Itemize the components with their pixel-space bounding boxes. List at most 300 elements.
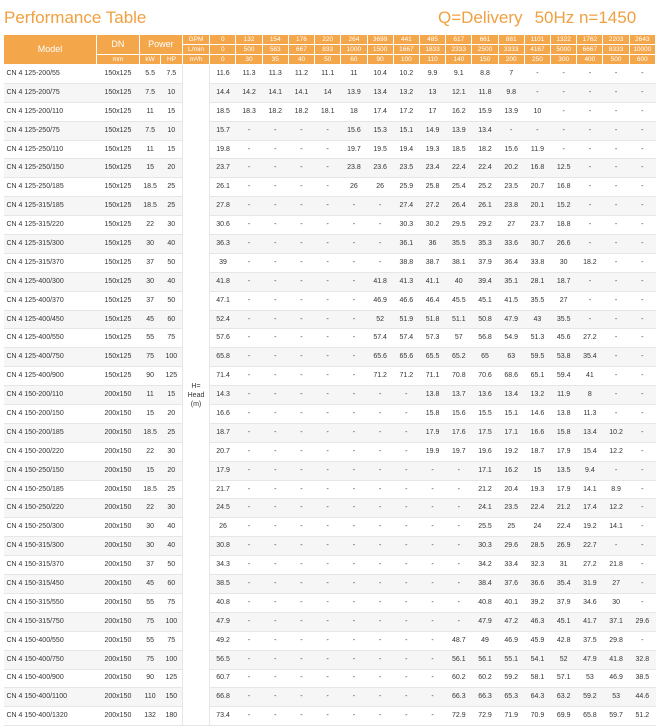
head-value-cell: 23.5: [498, 178, 524, 197]
head-value-cell: -: [262, 556, 288, 575]
head-value-cell: -: [603, 253, 629, 272]
head-value-cell: -: [236, 178, 262, 197]
head-value-cell: 19.4: [393, 140, 419, 159]
head-value-cell: 69.9: [551, 707, 577, 726]
head-value-cell: -: [288, 310, 314, 329]
head-value-cell: -: [341, 480, 367, 499]
head-value-cell: -: [262, 291, 288, 310]
model-cell: CN 4 125-250/110: [4, 140, 97, 159]
head-value-cell: -: [288, 253, 314, 272]
head-value-cell: -: [288, 197, 314, 216]
hp-cell: 30: [161, 499, 182, 518]
head-value-cell: -: [419, 537, 445, 556]
kw-cell: 30: [139, 518, 160, 537]
head-value-cell: 51.2: [629, 707, 655, 726]
head-value-cell: -: [288, 121, 314, 140]
head-value-cell: -: [603, 367, 629, 386]
head-value-cell: 14.1: [262, 83, 288, 102]
head-value-cell: -: [288, 518, 314, 537]
head-value-cell: -: [262, 442, 288, 461]
head-value-cell: 15.7: [210, 121, 236, 140]
model-cell: CN 4 150-315/450: [4, 575, 97, 594]
head-value-cell: 30.3: [472, 537, 498, 556]
head-value-cell: -: [341, 310, 367, 329]
head-value-cell: -: [419, 669, 445, 688]
kw-cell: 7.5: [139, 83, 160, 102]
head-value-cell: 17.4: [367, 102, 393, 121]
hp-cell: 50: [161, 291, 182, 310]
head-value-cell: 71.2: [393, 367, 419, 386]
kw-cell: 15: [139, 159, 160, 178]
head-value-cell: 46.9: [367, 291, 393, 310]
head-value-cell: 53.8: [551, 348, 577, 367]
head-value-cell: 19.2: [577, 518, 603, 537]
head-value-cell: 25.2: [472, 178, 498, 197]
head-value-cell: -: [341, 631, 367, 650]
head-value-cell: -: [603, 461, 629, 480]
head-value-cell: -: [629, 197, 655, 216]
table-row: [4, 253, 656, 272]
head-value-cell: 47.9: [210, 612, 236, 631]
head-value-cell: -: [341, 575, 367, 594]
head-value-cell: -: [367, 442, 393, 461]
head-value-cell: -: [315, 518, 341, 537]
head-value-cell: -: [262, 707, 288, 726]
model-cell: CN 4 150-250/150: [4, 461, 97, 480]
head-value-cell: -: [577, 178, 603, 197]
head-value-cell: -: [629, 178, 655, 197]
head-value-cell: 15.6: [498, 140, 524, 159]
hp-cell: 7.5: [161, 65, 182, 84]
head-value-cell: -: [288, 178, 314, 197]
frequency-label: 50Hz n=1450: [534, 8, 637, 27]
head-value-cell: -: [288, 405, 314, 424]
head-value-cell: -: [288, 669, 314, 688]
head-value-cell: -: [315, 442, 341, 461]
head-value-cell: 19.2: [498, 442, 524, 461]
head-value-cell: -: [315, 253, 341, 272]
flow-lmin-4: 833: [315, 45, 341, 55]
head-value-cell: -: [236, 329, 262, 348]
head-value-cell: -: [262, 575, 288, 594]
head-value-cell: 47.9: [472, 612, 498, 631]
head-value-cell: -: [393, 537, 419, 556]
head-value-cell: -: [262, 329, 288, 348]
flow-lmin-7: 1667: [393, 45, 419, 55]
head-value-cell: 41.8: [210, 272, 236, 291]
head-value-cell: -: [315, 178, 341, 197]
head-value-cell: -: [446, 518, 472, 537]
head-value-cell: 66.3: [472, 688, 498, 707]
head-value-cell: 18.2: [577, 253, 603, 272]
head-value-cell: -: [603, 329, 629, 348]
hp-cell: 15: [161, 140, 182, 159]
kw-cell: 30: [139, 235, 160, 254]
head-value-cell: 18.2: [288, 102, 314, 121]
head-value-cell: 26: [367, 178, 393, 197]
head-value-cell: 36: [419, 235, 445, 254]
head-value-cell: -: [603, 216, 629, 235]
head-value-cell: 35.4: [551, 575, 577, 594]
head-value-cell: 19.7: [446, 442, 472, 461]
flow-m3h-3: 40: [288, 55, 314, 65]
flow-lmin-8: 1833: [419, 45, 445, 55]
head-value-cell: -: [341, 272, 367, 291]
head-value-cell: 52: [551, 650, 577, 669]
head-value-cell: 21.8: [603, 556, 629, 575]
head-value-cell: -: [288, 272, 314, 291]
header-power: Power: [139, 35, 182, 55]
head-value-cell: 34.6: [577, 593, 603, 612]
hp-cell: 40: [161, 272, 182, 291]
table-row: [4, 348, 656, 367]
head-value-cell: -: [262, 499, 288, 518]
header-unit-lmin: L/min: [182, 45, 209, 55]
table-row: [4, 367, 656, 386]
flow-gpm-15: 2203: [603, 35, 629, 45]
head-value-cell: -: [603, 140, 629, 159]
head-value-cell: -: [262, 253, 288, 272]
head-value-cell: -: [577, 121, 603, 140]
head-value-cell: 63: [498, 348, 524, 367]
head-value-cell: -: [367, 556, 393, 575]
flow-m3h-13: 300: [551, 55, 577, 65]
head-value-cell: -: [603, 102, 629, 121]
table-row: [4, 556, 656, 575]
head-value-cell: 14.1: [603, 518, 629, 537]
head-value-cell: 59.5: [524, 348, 550, 367]
head-value-cell: -: [341, 253, 367, 272]
table-row: [4, 159, 656, 178]
model-cell: CN 4 125-315/220: [4, 216, 97, 235]
head-value-cell: 18.2: [472, 140, 498, 159]
head-value-cell: 11.9: [551, 386, 577, 405]
head-value-cell: -: [236, 669, 262, 688]
head-value-cell: -: [315, 593, 341, 612]
model-cell: CN 4 150-315/750: [4, 612, 97, 631]
kw-cell: 15: [139, 461, 160, 480]
head-value-cell: 51.1: [446, 310, 472, 329]
head-value-cell: 41.3: [393, 272, 419, 291]
head-value-cell: 28.5: [524, 537, 550, 556]
head-value-cell: 20.1: [524, 197, 550, 216]
head-value-cell: 30.6: [210, 216, 236, 235]
head-value-cell: -: [367, 537, 393, 556]
head-value-cell: 15.5: [472, 405, 498, 424]
flow-gpm-10: 661: [472, 35, 498, 45]
head-value-cell: 13.4: [472, 121, 498, 140]
head-value-cell: -: [288, 423, 314, 442]
head-value-cell: -: [315, 480, 341, 499]
head-value-cell: 21.2: [472, 480, 498, 499]
head-value-cell: 17.9: [419, 423, 445, 442]
head-value-cell: -: [629, 253, 655, 272]
head-value-cell: 27: [551, 291, 577, 310]
head-value-cell: 36.4: [498, 253, 524, 272]
head-value-cell: 13.7: [446, 386, 472, 405]
head-value-cell: -: [262, 367, 288, 386]
dn-cell: 200x150: [96, 405, 139, 424]
head-value-cell: -: [603, 272, 629, 291]
head-value-cell: 70.8: [446, 367, 472, 386]
head-value-cell: 31: [551, 556, 577, 575]
flow-gpm-11: 881: [498, 35, 524, 45]
head-value-cell: -: [288, 386, 314, 405]
head-value-cell: 22.4: [524, 499, 550, 518]
head-value-cell: 71.1: [419, 367, 445, 386]
kw-cell: 11: [139, 140, 160, 159]
flow-lmin-2: 583: [262, 45, 288, 55]
head-value-cell: 15.8: [551, 423, 577, 442]
head-value-cell: 11.3: [236, 65, 262, 84]
head-value-cell: 18.2: [262, 102, 288, 121]
hp-cell: 40: [161, 537, 182, 556]
head-value-cell: -: [629, 537, 655, 556]
head-value-cell: -: [341, 707, 367, 726]
head-value-cell: 52.4: [210, 310, 236, 329]
flow-lmin-12: 4167: [524, 45, 550, 55]
head-value-cell: -: [577, 65, 603, 84]
head-value-cell: 15.8: [419, 405, 445, 424]
head-value-cell: 36.3: [210, 235, 236, 254]
kw-cell: 90: [139, 367, 160, 386]
hp-cell: 20: [161, 159, 182, 178]
model-cell: CN 4 125-250/75: [4, 121, 97, 140]
head-value-cell: -: [236, 140, 262, 159]
head-value-cell: 49.2: [210, 631, 236, 650]
head-value-cell: 9.8: [498, 83, 524, 102]
head-value-cell: -: [262, 688, 288, 707]
head-value-cell: -: [393, 442, 419, 461]
head-value-cell: -: [629, 216, 655, 235]
table-row: [4, 329, 656, 348]
head-value-cell: 22.4: [551, 518, 577, 537]
table-row: [4, 65, 656, 84]
head-value-cell: 15: [524, 461, 550, 480]
dn-cell: 200x150: [96, 669, 139, 688]
head-value-cell: 41.7: [577, 612, 603, 631]
head-value-cell: -: [367, 669, 393, 688]
head-value-cell: 39.2: [524, 593, 550, 612]
table-row: [4, 405, 656, 424]
head-value-cell: 33.6: [498, 235, 524, 254]
head-value-cell: 15.1: [498, 405, 524, 424]
head-value-cell: -: [315, 499, 341, 518]
head-value-cell: 47.9: [577, 650, 603, 669]
head-value-cell: 8.8: [472, 65, 498, 84]
head-value-cell: 65.2: [446, 348, 472, 367]
head-value-cell: -: [367, 405, 393, 424]
head-value-cell: 20.4: [498, 480, 524, 499]
head-value-cell: 35.3: [472, 235, 498, 254]
head-value-cell: 19.8: [210, 140, 236, 159]
kw-cell: 55: [139, 329, 160, 348]
head-value-cell: 14.2: [236, 83, 262, 102]
head-value-cell: -: [629, 461, 655, 480]
head-value-cell: 51.9: [393, 310, 419, 329]
head-value-cell: 57: [446, 329, 472, 348]
head-value-cell: -: [419, 593, 445, 612]
head-value-cell: -: [262, 537, 288, 556]
head-value-cell: -: [236, 253, 262, 272]
head-value-cell: -: [288, 348, 314, 367]
head-value-cell: 18: [341, 102, 367, 121]
table-row: [4, 197, 656, 216]
head-value-cell: 27.4: [393, 197, 419, 216]
head-value-cell: -: [262, 386, 288, 405]
head-value-cell: 23.8: [341, 159, 367, 178]
head-value-cell: 56.8: [472, 329, 498, 348]
head-value-cell: -: [262, 461, 288, 480]
head-value-cell: 71.4: [210, 367, 236, 386]
head-value-cell: 16.8: [524, 159, 550, 178]
kw-cell: 45: [139, 575, 160, 594]
table-row: [4, 461, 656, 480]
dn-cell: 150x125: [96, 178, 139, 197]
head-value-cell: -: [236, 197, 262, 216]
flow-gpm-13: 1322: [551, 35, 577, 45]
head-value-cell: -: [236, 291, 262, 310]
head-value-cell: -: [262, 159, 288, 178]
kw-cell: 22: [139, 216, 160, 235]
head-value-cell: 45.1: [472, 291, 498, 310]
hp-cell: 75: [161, 593, 182, 612]
head-value-cell: -: [393, 386, 419, 405]
head-value-cell: -: [288, 480, 314, 499]
flow-m3h-12: 250: [524, 55, 550, 65]
head-value-cell: -: [393, 631, 419, 650]
head-value-cell: 51.8: [419, 310, 445, 329]
table-row: [4, 650, 656, 669]
kw-cell: 22: [139, 442, 160, 461]
head-value-cell: 29.8: [603, 631, 629, 650]
header-model: Model: [4, 35, 97, 65]
dn-cell: 200x150: [96, 612, 139, 631]
head-value-cell: -: [236, 423, 262, 442]
head-value-cell: 20.2: [498, 159, 524, 178]
head-value-cell: -: [629, 102, 655, 121]
model-cell: CN 4 150-250/185: [4, 480, 97, 499]
head-value-cell: 18.7: [524, 442, 550, 461]
head-value-cell: -: [419, 575, 445, 594]
head-value-cell: 30.3: [393, 216, 419, 235]
head-value-cell: 42.8: [551, 631, 577, 650]
head-value-cell: -: [629, 235, 655, 254]
table-row: [4, 386, 656, 405]
flow-lmin-0: 0: [210, 45, 236, 55]
head-value-cell: -: [393, 669, 419, 688]
hp-cell: 150: [161, 688, 182, 707]
head-value-cell: 59.4: [551, 367, 577, 386]
head-value-cell: 23.8: [498, 197, 524, 216]
head-value-cell: -: [419, 631, 445, 650]
hp-cell: 40: [161, 235, 182, 254]
kw-cell: 18.5: [139, 423, 160, 442]
head-value-cell: 35.4: [577, 348, 603, 367]
dn-cell: 200x150: [96, 386, 139, 405]
hp-cell: 25: [161, 480, 182, 499]
kw-cell: 7.5: [139, 121, 160, 140]
performance-table: [3, 34, 656, 726]
kw-cell: 132: [139, 707, 160, 726]
head-value-cell: -: [315, 386, 341, 405]
head-value-cell: -: [629, 140, 655, 159]
head-value-cell: -: [629, 442, 655, 461]
head-value-cell: -: [603, 159, 629, 178]
flow-m3h-5: 60: [341, 55, 367, 65]
head-value-cell: -: [603, 197, 629, 216]
head-value-cell: -: [262, 405, 288, 424]
table-row: [4, 291, 656, 310]
head-value-cell: 41: [577, 367, 603, 386]
head-value-cell: 14.4: [210, 83, 236, 102]
kw-cell: 37: [139, 291, 160, 310]
delivery-label: Q=Delivery: [438, 8, 523, 27]
table-body: [4, 65, 656, 726]
model-cell: CN 4 150-400/1320: [4, 707, 97, 726]
head-value-cell: -: [367, 575, 393, 594]
head-value-cell: 33.4: [498, 556, 524, 575]
head-value-cell: -: [262, 612, 288, 631]
head-value-cell: -: [262, 348, 288, 367]
head-value-cell: -: [577, 102, 603, 121]
head-value-cell: -: [393, 707, 419, 726]
head-value-cell: 35.5: [446, 235, 472, 254]
head-value-cell: -: [236, 631, 262, 650]
table-row: [4, 140, 656, 159]
head-value-cell: 43: [524, 310, 550, 329]
head-value-cell: 13.5: [551, 461, 577, 480]
head-value-cell: 53: [603, 688, 629, 707]
head-value-cell: -: [262, 121, 288, 140]
head-value-cell: 30: [603, 593, 629, 612]
head-value-cell: 13.9: [446, 121, 472, 140]
head-value-cell: -: [367, 461, 393, 480]
head-value-cell: -: [393, 423, 419, 442]
head-value-cell: -: [629, 83, 655, 102]
model-cell: CN 4 125-400/370: [4, 291, 97, 310]
flow-gpm-16: 2643: [629, 35, 655, 45]
table-row: [4, 310, 656, 329]
hp-cell: 25: [161, 197, 182, 216]
head-value-cell: -: [341, 650, 367, 669]
head-value-cell: 47.9: [498, 310, 524, 329]
head-value-cell: -: [577, 83, 603, 102]
head-value-cell: -: [577, 235, 603, 254]
dn-cell: 200x150: [96, 537, 139, 556]
head-value-cell: -: [288, 593, 314, 612]
head-value-cell: -: [629, 499, 655, 518]
flow-m3h-15: 500: [603, 55, 629, 65]
head-value-cell: 53: [577, 669, 603, 688]
head-value-cell: -: [603, 178, 629, 197]
head-value-cell: 18.5: [446, 140, 472, 159]
head-value-cell: 20.7: [210, 442, 236, 461]
head-value-cell: -: [629, 329, 655, 348]
flow-gpm-4: 220: [315, 35, 341, 45]
head-value-cell: 45.6: [551, 329, 577, 348]
head-value-cell: 46.9: [603, 669, 629, 688]
hp-cell: 125: [161, 367, 182, 386]
flow-m3h-14: 400: [577, 55, 603, 65]
dn-cell: 150x125: [96, 65, 139, 84]
flow-lmin-1: 500: [236, 45, 262, 55]
head-value-cell: 16.6: [210, 405, 236, 424]
head-value-cell: 38.7: [419, 253, 445, 272]
head-value-cell: -: [603, 537, 629, 556]
kw-cell: 110: [139, 688, 160, 707]
head-value-cell: 10.2: [603, 423, 629, 442]
